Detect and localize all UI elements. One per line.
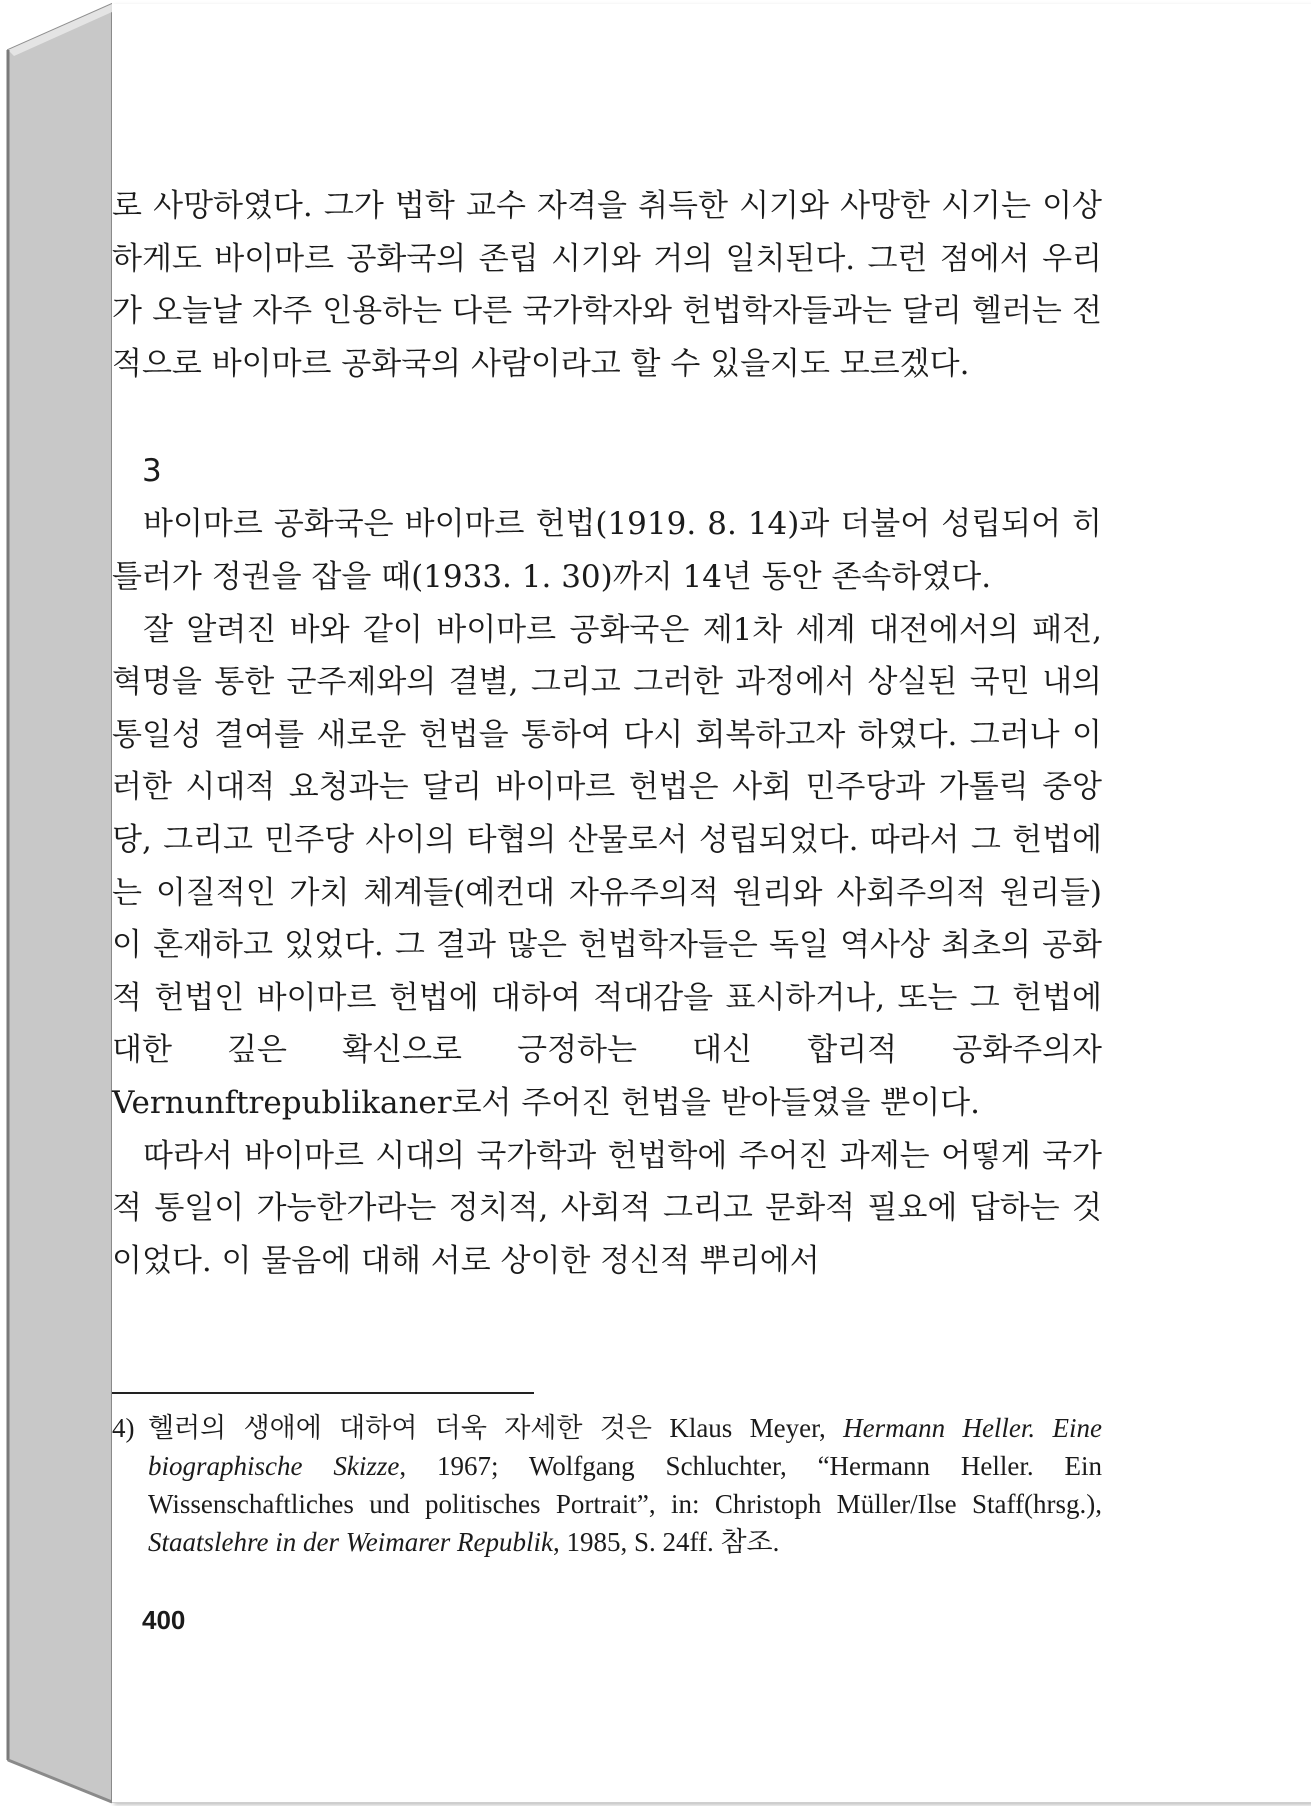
page-number: 400	[142, 1605, 186, 1635]
footnote-title-2: Staatslehre in der Weimarer Republik	[148, 1527, 553, 1557]
footnote-divider	[112, 1392, 534, 1394]
footnote-marker: 4)	[112, 1413, 135, 1443]
paragraph-1: 로 사망하였다. 그가 법학 교수 자격을 취득한 시기와 사망한 시기는 이상하게도 바이마르 공화국의 존립 시기와 거의 일치된다. 그런 점에서 우리가 오늘날 자주 인용하는 다른 국가학자와 헌법학자들과는 달리 헬러는 전적으로 바이마르 공화국의 사람이라고 할 수 있을지도 모르겠다.	[112, 188, 1102, 382]
main-text	[112, 180, 1102, 1287]
paragraph-4: 따라서 바이마르 시대의 국가학과 헌법학에 주어진 과제는 어떻게 국가적 통일이 가능한가라는 정치적, 사회적 그리고 문화적 필요에 답하는 것이었다. 이 물음에 대해 서로 상이한 정신적 뿌리에서	[112, 1137, 1102, 1279]
section-number: 3	[142, 453, 162, 490]
footnote-title-1: Hermann Heller. Eine biographische Skizze	[148, 1413, 1102, 1481]
footnote-text-part-3: , 1985, S. 24ff. 참조.	[552, 1527, 780, 1557]
footnote-text-part-1: 헬러의 생애에 대하여 더욱 자세한 것은 Klaus Meyer,	[148, 1413, 844, 1443]
footnote-text	[148, 1409, 1102, 1561]
book-spine	[0, 0, 112, 1806]
footnote	[112, 1409, 1102, 1561]
paragraph-3: 잘 알려진 바와 같이 바이마르 공화국은 제1차 세계 대전에서의 패전, 혁명을 통한 군주제와의 결별, 그리고 그러한 과정에서 상실된 국민 내의 통일성 결여를 새로운 헌법을 통하여 다시 회복하고자 하였다. 그러나 이러한 시대적 요청과는 달리 바이마르 헌법은 사회 민주당과 가톨릭 중앙당, 그리고 민주당 사이의 타협의 산물로서 성립되었다. 따라서 그 헌법에는 이질적인 가치 체계들(예컨대 자유주의적 원리와 사회주의적 원리들)이 혼재하고 있었다. 그 결과 많은 헌법학자들은 독일 역사상 최초의 공화적 헌법인 바이마르 헌법에 대하여 적대감을 표시하거나, 또는 그 헌법에 대한 깊은 확신으로 긍정하는 대신 합리적 공화주의자 Vernunftrepublikaner로서 주어진 헌법을 받아들였을 뿐이다.	[112, 611, 1102, 1121]
footnote-text-part-2: , 1967; Wolfgang Schluchter, “Hermann Heller. Ein Wissenschaftliches und politisches Portrait”, in: Christoph Müller/Ilse Staff(hrsg.),	[148, 1451, 1102, 1519]
paragraph-2: 바이마르 공화국은 바이마르 헌법(1919. 8. 14)과 더불어 성립되어 히틀러가 정권을 잡을 때(1933. 1. 30)까지 14년 동안 존속하였다.	[112, 506, 1102, 595]
